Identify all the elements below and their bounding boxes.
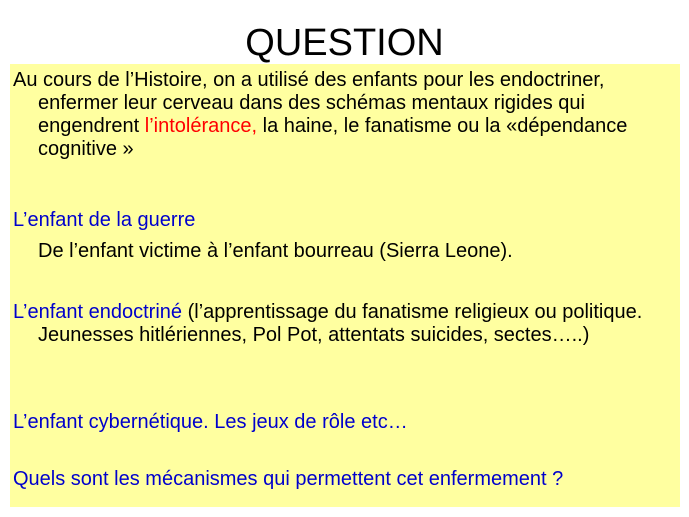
indoctrinated-child-heading: L’enfant endoctriné [13, 301, 183, 323]
cyber-child-line: L’enfant cybernétique. Les jeux de rôle etc… [13, 411, 408, 433]
slide-title: QUESTION [245, 22, 444, 64]
content-box [10, 64, 680, 507]
intro-text-part2: la haine, le fanatisme ou la «dépendance cognitive » [38, 115, 628, 160]
intro-text-part1: Au cours de l’Histoire, on a utilisé des enfants pour les endoctriner, enfermer leur cerveau dans des schémas mentaux rigides qui engendrent [13, 69, 605, 137]
mechanisms-question: Quels sont les mécanismes qui permettent cet enfermement ? [13, 468, 564, 490]
war-child-heading: L’enfant de la guerre [13, 209, 196, 231]
indoctrinated-child-paragraph [13, 301, 673, 347]
indoctrinated-child-detail: (l’apprentissage du fanatisme religieux ou politique. Jeunesses hitlériennes, Pol Pot, attentats suicides, sectes…..) [38, 301, 643, 346]
intolerance-highlight: l’intolérance, [144, 115, 258, 137]
war-child-detail: De l’enfant victime à l’enfant bourreau (Sierra Leone). [38, 240, 513, 262]
intro-paragraph [13, 69, 673, 161]
